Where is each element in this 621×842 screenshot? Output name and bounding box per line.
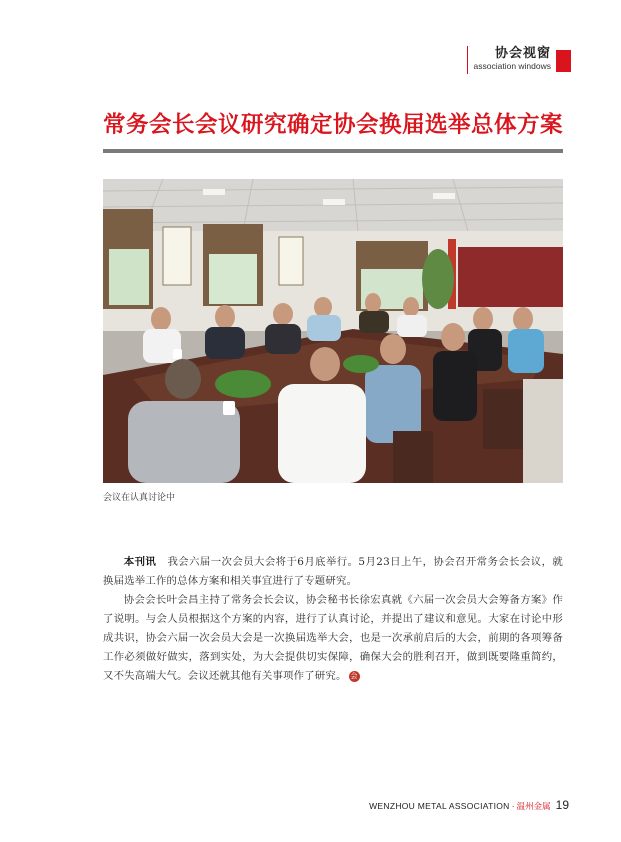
article-body	[103, 553, 563, 686]
footer-association: WENZHOU METAL ASSOCIATION	[369, 801, 510, 811]
title-underline	[103, 149, 563, 153]
section-accent-block	[556, 50, 571, 72]
paragraph-1	[103, 553, 563, 591]
footer-separator: ·	[511, 801, 515, 811]
page-number: 19	[555, 798, 569, 812]
end-mark-icon: 会	[350, 671, 358, 680]
meeting-photo	[103, 179, 563, 483]
paragraph-1-text: 我会六届一次会员大会将于6月底举行。5月23日上午，协会召开常务会长会议，就换届选举工作的总体方案和相关事宜进行了专题研究。	[103, 556, 563, 587]
paragraph-2	[103, 591, 563, 686]
article-title: 常务会长会议研究确定协会换届选举总体方案	[103, 112, 564, 138]
footer-magazine: 温州金属	[516, 802, 551, 812]
section-title-en: association windows	[473, 61, 551, 71]
photo-caption: 会议在认真讨论中	[103, 493, 176, 503]
section-tag	[467, 46, 551, 74]
lead-label: 本刊讯	[123, 556, 157, 568]
page-footer	[369, 796, 569, 814]
paragraph-2-text: 协会会长叶会昌主持了常务会长会议，协会秘书长徐宏真就《六届一次会员大会筹备方案》作了说明。与会人员根据这个方案的内容，进行了认真讨论，并提出了建议和意见。大家在讨论中形成共识，协会六届一次会员大会是一次换届选举大会，也是一次承前启后的大会，前期的各项筹备工作必须做好做实，落到实处，为大会提供切实保障，确保大会的胜利召开，做到既要隆重简约，又不失高端大气。会议还就其他有关事项作了研究。	[103, 594, 563, 682]
section-title-zh: 协会视窗	[494, 46, 551, 61]
